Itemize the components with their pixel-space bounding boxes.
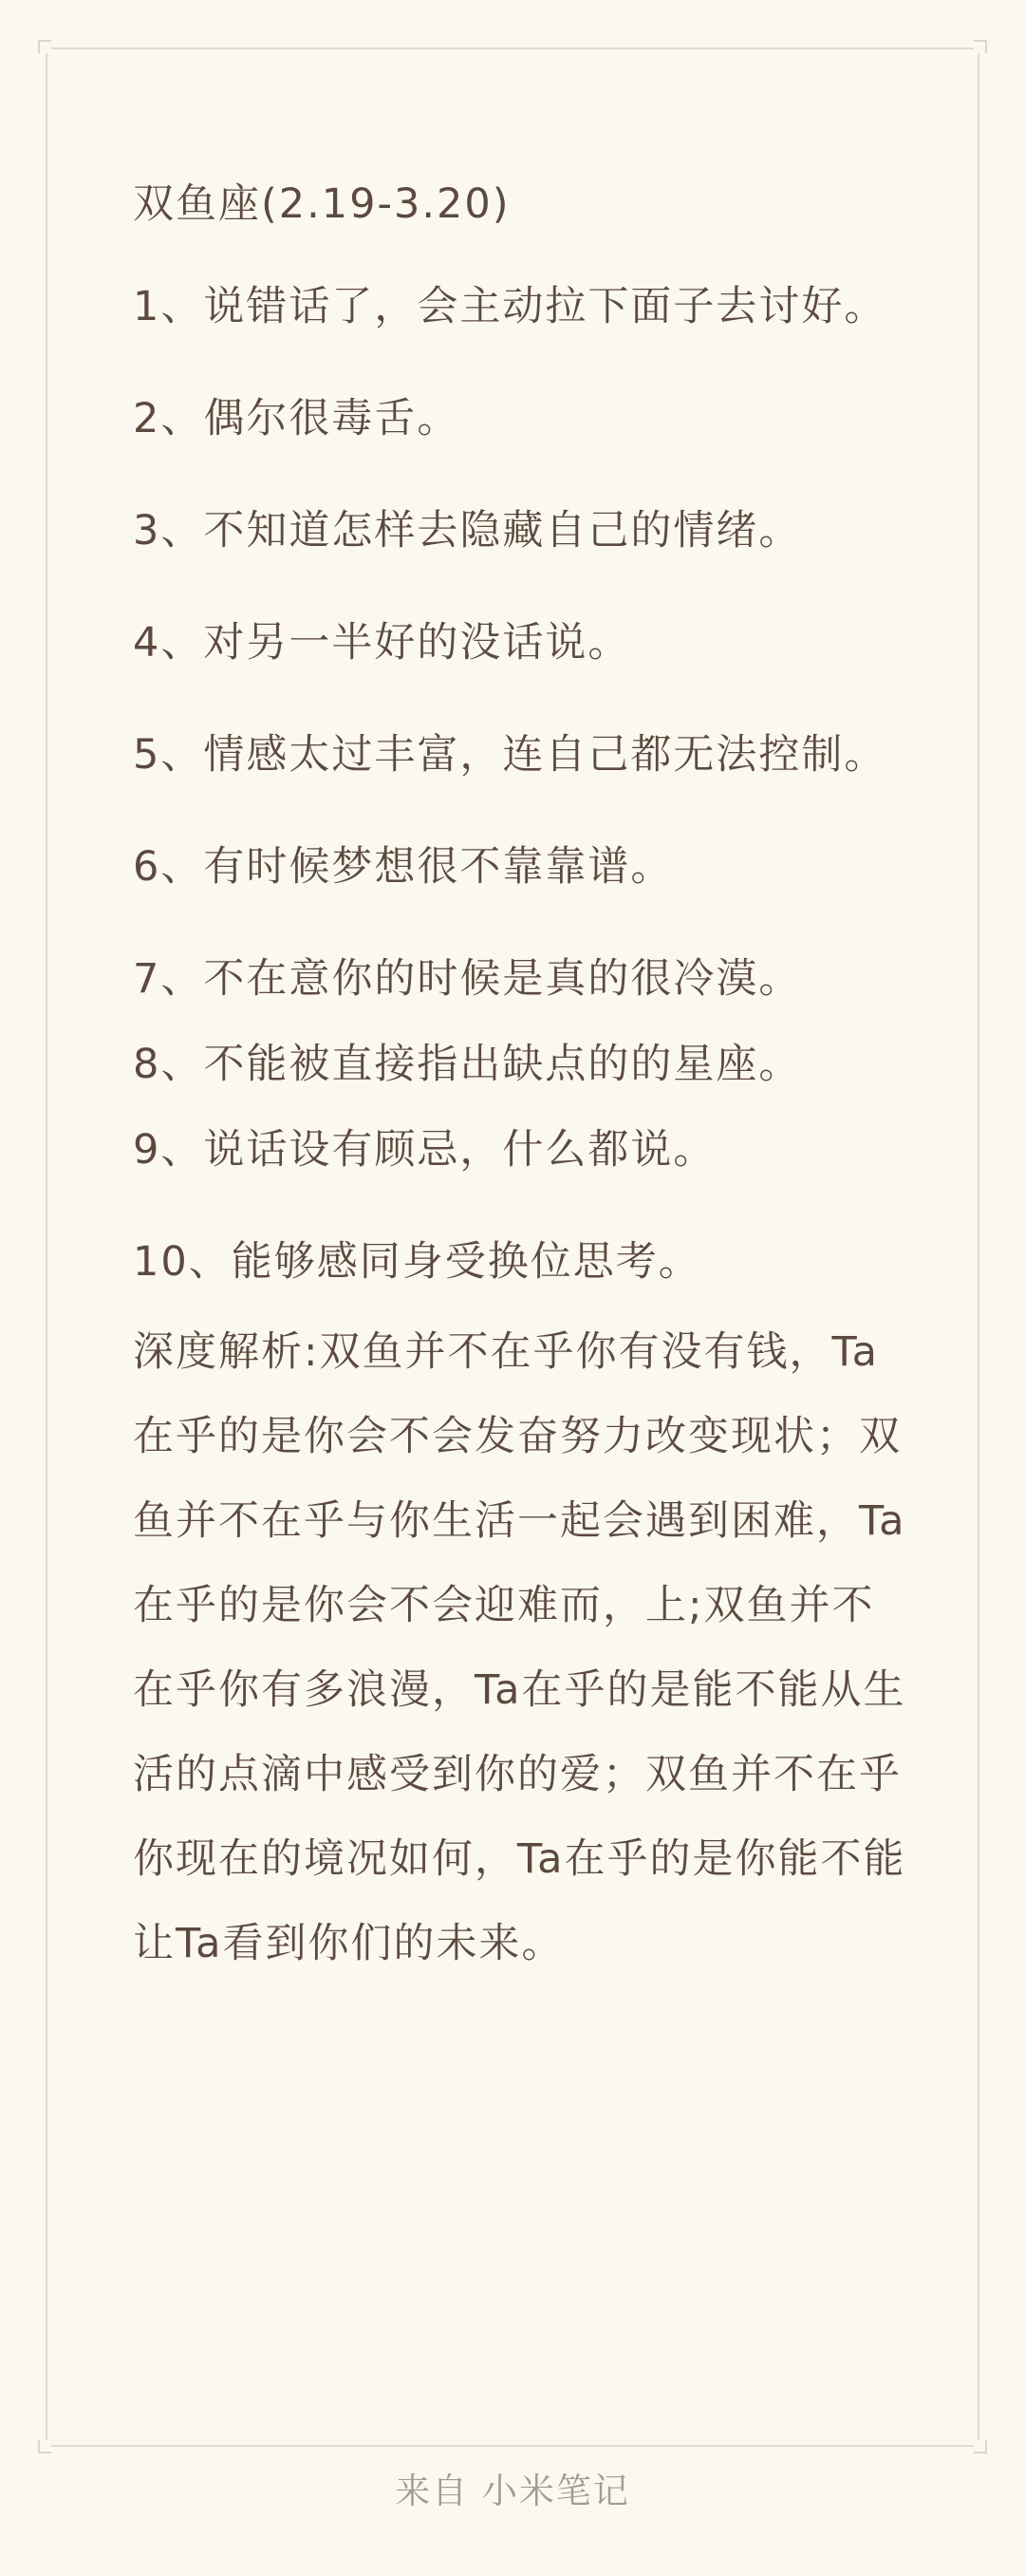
list-item: 3、不知道怎样去隐藏自己的情绪。 <box>133 507 802 555</box>
list-item: 7、不在意你的时候是真的很冷漠。 <box>133 955 802 1003</box>
list-item: 2、偶尔很毒舌。 <box>133 395 460 442</box>
frame-corner-top-left <box>38 40 51 53</box>
list-item: 5、情感太过丰富，连自己都无法控制。 <box>133 731 887 779</box>
list-item: 1、说错话了，会主动拉下面子去讨好。 <box>133 283 887 330</box>
list-item: 10、能够感同身受换位思考。 <box>133 1238 701 1286</box>
footer-source: 来自 小米笔记 <box>395 2471 630 2511</box>
frame-corner-bottom-left <box>38 2440 51 2454</box>
note-content <box>133 171 911 1986</box>
list-item: 9、说话设有顾忌，什么都说。 <box>133 1126 717 1174</box>
frame-corner-bottom-right <box>974 2440 987 2454</box>
list-item: 6、有时候梦想很不靠靠谱。 <box>133 843 674 891</box>
note-title: 双鱼座(2.19-3.20) <box>133 180 511 228</box>
list-item: 4、对另一半好的没话说。 <box>133 619 631 667</box>
frame-corner-top-right <box>974 40 987 53</box>
list-item: 8、不能被直接指出缺点的的星座。 <box>133 1041 802 1088</box>
analysis-paragraph: 深度解析:双鱼并不在乎你有没有钱，Ta在乎的是你会不会发奋努力改变现状；双鱼并不在乎与你生活一起会遇到困难，Ta 在乎的是你会不会迎难而，上;双鱼并不在乎你有多浪漫，Ta在乎的是能不能从生活的点滴中感受到你的爱；双鱼并不在乎你现在的境况如何，Ta在乎的是你能不能让Ta看到你们的未来。 <box>133 1328 906 1967</box>
